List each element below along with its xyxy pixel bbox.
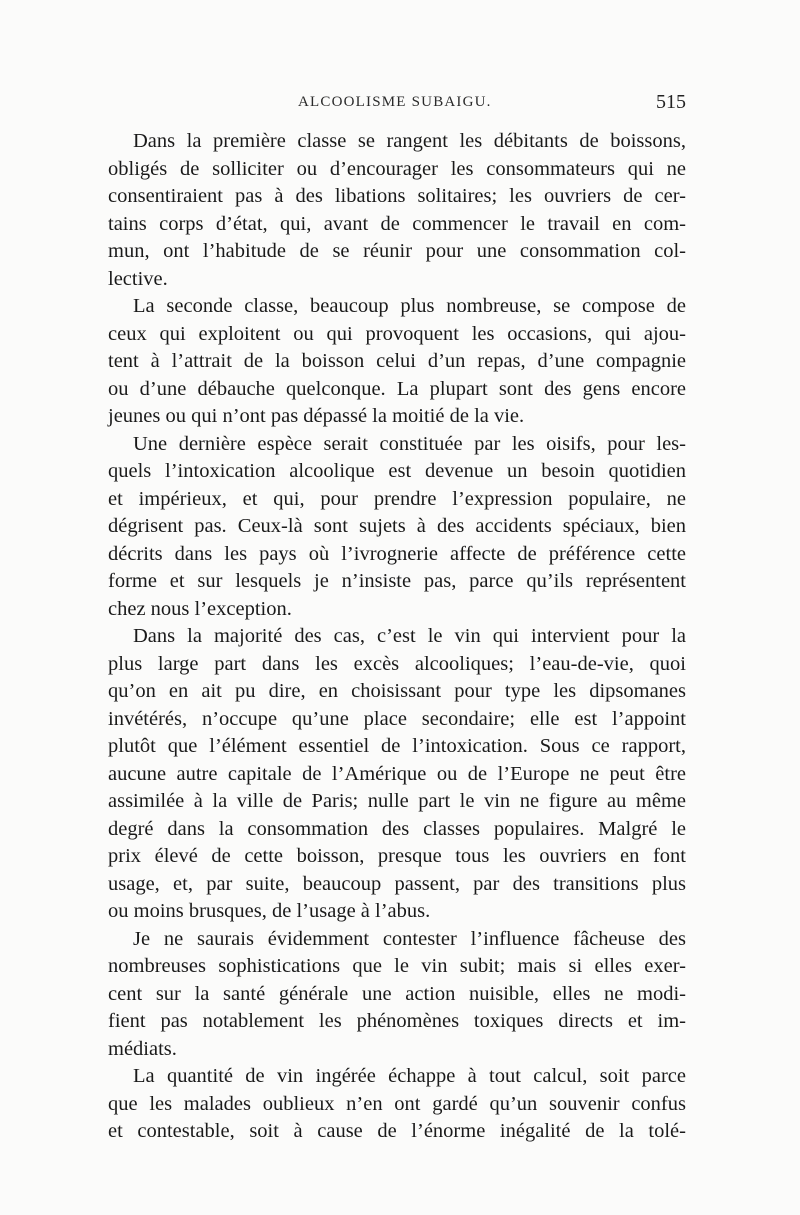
text-line: qu’on en ait pu dire, en choisissant pour type les dipsomanes — [108, 680, 686, 702]
paragraph — [108, 431, 686, 624]
text-line: ceux qui exploitent ou qui provoquent les occasions, qui ajou- — [108, 322, 686, 345]
text-line: fient pas notablement les phénomènes toxiques directs et im- — [108, 1010, 686, 1032]
text-line: ou d’une débauche quelconque. La plupart sont des gens encore — [108, 377, 686, 400]
paragraph — [108, 926, 686, 1064]
text-line: aucune autre capitale de l’Amérique ou de l’Europe ne peut être — [108, 762, 686, 785]
paragraph — [108, 128, 686, 293]
text-line: nombreuses sophistications que le vin subit; mais si elles exer- — [108, 955, 686, 977]
text-line: Dans la majorité des cas, c’est le vin qui intervient pour la — [133, 625, 686, 647]
text-line: chez nous l’exception. — [108, 597, 292, 620]
text-line: décrits dans les pays où l’ivrognerie affecte de préférence cette — [108, 542, 686, 565]
paragraph — [108, 1063, 686, 1146]
text-line: assimilée à la ville de Paris; nulle part le vin ne figure au même — [108, 790, 686, 812]
text-line: jeunes ou qui n’ont pas dépassé la moitié de la vie. — [108, 405, 525, 427]
text-line: invétérés, n’occupe qu’une place secondaire; elle est l’appoint — [108, 707, 686, 730]
paragraph — [108, 623, 686, 926]
running-head: ALCOOLISME SUBAIGU. — [298, 94, 492, 110]
text-line: que les malades oublieux n’en ont gardé qu’un souvenir confus — [108, 1092, 686, 1115]
text-line: et impérieux, et qui, pour prendre l’expression populaire, ne — [108, 487, 686, 510]
text-line: et contestable, soit à cause de l’énorme inégalité de la tolé- — [108, 1120, 686, 1142]
text-line: tent à l’attrait de la boisson celui d’un repas, d’une compagnie — [108, 350, 686, 372]
text-line: cent sur la santé générale une action nuisible, elles ne modi- — [108, 982, 686, 1005]
text-line: forme et sur lesquels je n’insiste pas, parce qu’ils représentent — [108, 570, 686, 592]
text-line: obligés de solliciter ou d’encourager les consommateurs qui ne — [108, 157, 686, 180]
text-line: consentiraient pas à des libations solitaires; les ouvriers de cer- — [108, 185, 686, 207]
text-line: Je ne saurais évidemment contester l’influence fâcheuse des — [133, 927, 686, 950]
text-line: médiats. — [108, 1037, 177, 1060]
text-line: dégrisent pas. Ceux-là sont sujets à des accidents spéciaux, bien — [108, 515, 686, 537]
paragraph — [108, 293, 686, 431]
text-line: prix élevé de cette boisson, presque tous les ouvriers en font — [108, 845, 686, 867]
text-line: Dans la première classe se rangent les débitants de boissons, — [133, 130, 686, 152]
page-header — [108, 91, 686, 122]
text-line: La seconde classe, beaucoup plus nombreuse, se compose de — [133, 295, 686, 317]
text-line: plutôt que l’élément essentiel de l’intoxication. Sous ce rapport, — [108, 735, 686, 757]
text-line: degré dans la consommation des classes populaires. Malgré le — [108, 817, 686, 840]
body-text — [108, 128, 686, 1146]
text-line: mun, ont l’habitude de se réunir pour une consommation col- — [108, 240, 686, 262]
text-line: tains corps d’état, qui, avant de commencer le travail en com- — [108, 212, 686, 235]
text-line: Une dernière espèce serait constituée par les oisifs, pour les- — [133, 432, 686, 455]
page-number: 515 — [656, 91, 686, 113]
text-line: plus large part dans les excès alcooliques; l’eau-de-vie, quoi — [108, 652, 686, 675]
text-line: La quantité de vin ingérée échappe à tout calcul, soit parce — [133, 1065, 686, 1087]
text-line: quels l’intoxication alcoolique est devenue un besoin quotidien — [108, 460, 686, 482]
text-line: usage, et, par suite, beaucoup passent, par des transitions plus — [108, 872, 686, 895]
text-line: lective. — [108, 267, 168, 290]
text-line: ou moins brusques, de l’usage à l’abus. — [108, 900, 431, 922]
